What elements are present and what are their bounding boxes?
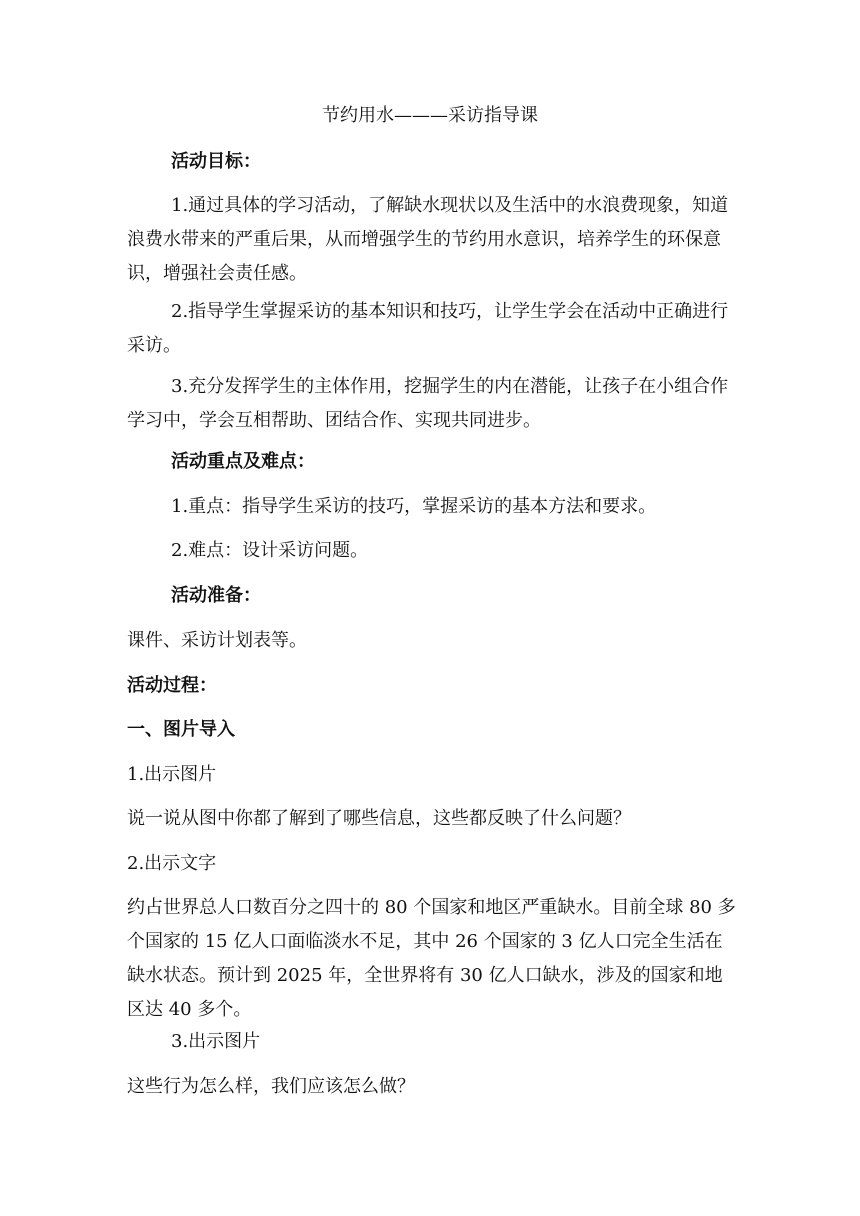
step-2-text: 约占世界总人口数百分之四十的 80 个国家和地区严重缺水。目前全球 80 多个国家的 15 亿人口面临淡水不足，其中 26 个国家的 3 亿人口完全生活在缺水状态。预计到 2025 年，全世界将有 30 亿人口缺水，涉及的国家和地区达 40 多个。 <box>127 897 736 1020</box>
part-one-heading: 一、图片导入 <box>127 719 235 740</box>
goal-1-paragraph: 1.通过具体的学习活动，了解缺水现状以及生活中的水浪费现象，知道浪费水带来的严重后果，从而增强学生的节约用水意识，培养学生的环保意识，增强社会责任感。 <box>127 195 729 284</box>
key-point-1: 1.重点：指导学生采访的技巧，掌握采访的基本方法和要求。 <box>171 496 657 517</box>
step-2-label: 2.出示文字 <box>127 853 217 874</box>
step-1-label: 1.出示图片 <box>127 764 217 785</box>
key-points-heading: 活动重点及难点： <box>171 451 315 472</box>
goal-3-paragraph: 3.充分发挥学生的主体作用，挖掘学生的内在潜能，让孩子在小组合作学习中，学会互相帮助、团结合作、实现共同进步。 <box>127 376 729 431</box>
step-3-label: 3.出示图片 <box>171 1031 261 1052</box>
document-title: 节约用水———采访指导课 <box>322 105 538 126</box>
process-heading: 活动过程： <box>127 675 217 696</box>
goal-2-paragraph: 2.指导学生掌握采访的基本知识和技巧，让学生学会在活动中正确进行采访。 <box>127 301 729 356</box>
preparation-text: 课件、采访计划表等。 <box>127 630 307 651</box>
goals-heading: 活动目标： <box>171 151 261 172</box>
preparation-heading: 活动准备： <box>171 585 261 606</box>
step-1-text: 说一说从图中你都了解到了哪些信息，这些都反映了什么问题？ <box>127 808 631 829</box>
key-point-2: 2.难点：设计采访问题。 <box>171 540 369 561</box>
step-3-text: 这些行为怎么样，我们应该怎么做？ <box>127 1076 415 1097</box>
